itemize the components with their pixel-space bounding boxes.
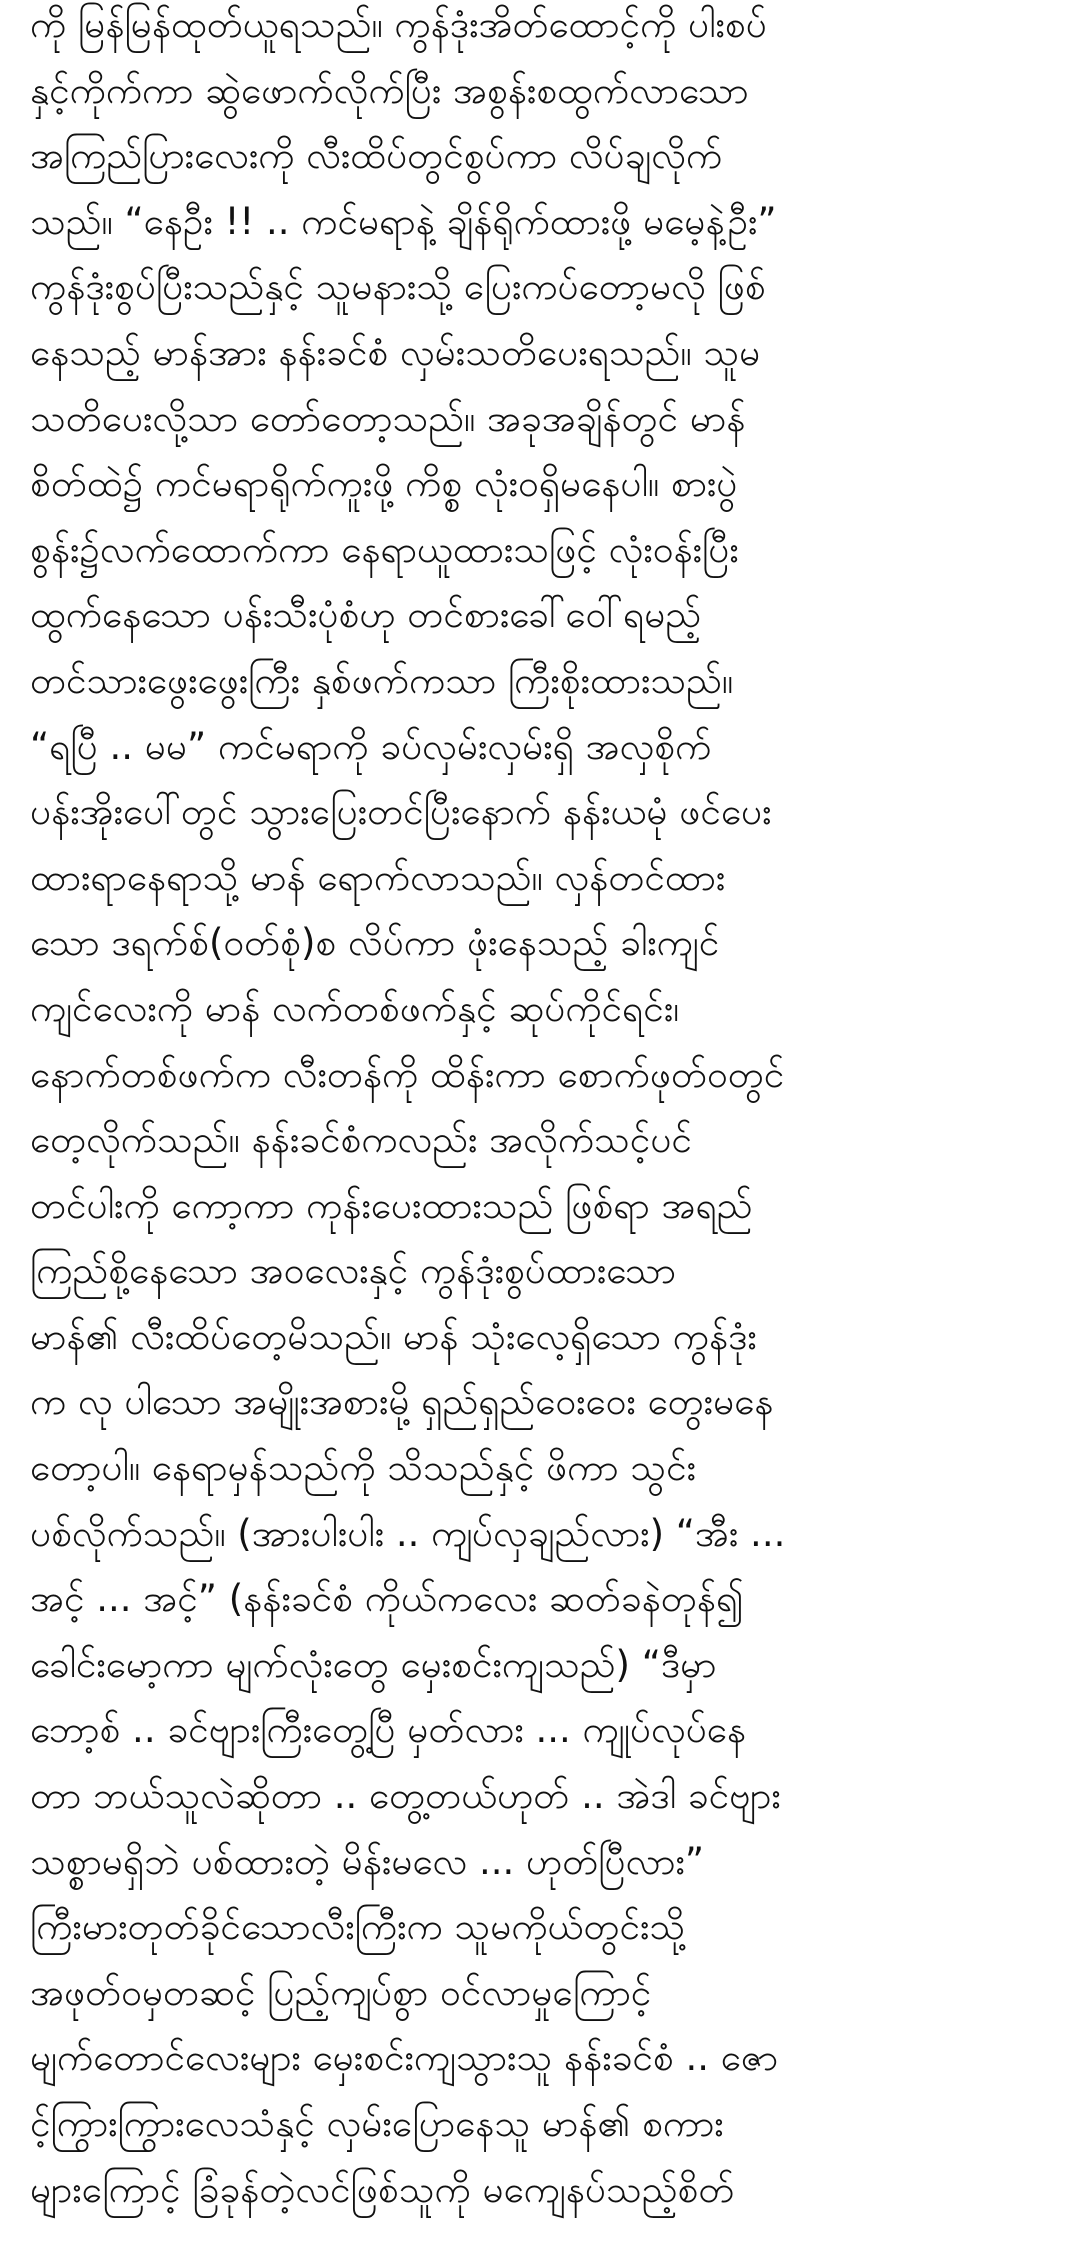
text-line: တင်သားဖွေးဖွေးကြီး နှစ်ဖက်ကသာ ကြီးစိုးထားသည်။ [30, 658, 734, 702]
text-line: ကို မြန်မြန်ထုတ်ယူရသည်။ ကွန်ဒုံးအိတ်ထောင့်ကို ပါးစပ် [30, 3, 767, 46]
text-line: ကြည်စို့နေသော အဝလေးနှင့် ကွန်ဒုံးစွပ်ထားသော [30, 1249, 676, 1293]
text-line: သတိပေးလို့သာ တော်တော့သည်။ အခုအချိန်တွင် မာန် [30, 396, 746, 440]
text-line: စိတ်ထဲ၌ ကင်မရာရိုက်ကူးဖို့ ကိစ္စ လုံးဝရှိမနေပါ။ စားပွဲ [30, 462, 738, 506]
text-line: မျက်တောင်လေးများ မှေးစင်းကျသွားသူ နန်းခင်စံ .. ဇော [30, 2036, 779, 2080]
text-line: တေ့လိုက်သည်။ နန်းခင်စံကလည်း အလိုက်သင့်ပင် [30, 1118, 692, 1162]
text-line: အကြည်ပြားလေးကို လီးထိပ်တွင်စွပ်ကာ လိပ်ချလိုက် [30, 134, 723, 178]
text-line: နောက်တစ်ဖက်က လီးတန်ကို ထိန်းကာ စောက်ဖုတ်ဝတွင် [30, 1052, 785, 1096]
text-line: ခေါင်းမော့ကာ မျက်လုံးတွေ မှေးစင်းကျသည်) “ဒီမှာ [30, 1642, 717, 1686]
text-line: များကြောင့် ခြံခုန်တဲ့လင်ဖြစ်သူကို မကျေနပ်သည့်စိတ် [30, 2167, 735, 2211]
text-line: မာန်၏ လီးထိပ်တေ့မိသည်။ မာန် သုံးလေ့ရှိသော ကွန်ဒုံး [30, 1314, 757, 1358]
text-line: က လု ပါသော အမျိုးအစားမို့ ရှည်ရှည်ဝေးဝေး တွေးမနေ [30, 1380, 774, 1424]
text-line: စွန်း၌လက်ထောက်ကာ နေရာယူထားသဖြင့် လုံးဝန်းပြီး [30, 527, 739, 571]
text-line: သော ဒရက်စ်(ဝတ်စုံ)စ လိပ်ကာ ဖုံးနေသည့် ခါးကျင် [30, 921, 720, 965]
text-line: ကွန်ဒုံးစွပ်ပြီးသည်နှင့် သူမနားသို့ ပြေးကပ်တော့မလို ဖြစ် [30, 265, 766, 309]
text-line: ကြီးမားတုတ်ခိုင်သောလီးကြီးက သူမကိုယ်တွင်းသို့ [30, 1905, 686, 1949]
text-line: “ရပြီ .. မမ” ကင်မရာကို ခပ်လှမ်းလှမ်းရှိ အလှစိုက် [30, 724, 712, 768]
text-line: ဘော့စ် .. ခင်ဗျားကြီးတွေ့ပြီ မှတ်လား ... ကျုပ်လုပ်နေ [30, 1708, 747, 1752]
text-line: ထားရာနေရာသို့ မာန် ရောက်လာသည်။ လှန်တင်ထား [30, 855, 726, 899]
text-line: ကျင်လေးကို မာန် လက်တစ်ဖက်နှင့် ဆုပ်ကိုင်ရင်း၊ [30, 986, 680, 1030]
article-text [30, 0, 1070, 2222]
text-line: သစ္စာမရှိဘဲ ပစ်ထားတဲ့ မိန်းမလေ ... ဟုတ်ပြီလား” [30, 1839, 705, 1883]
text-line: အင့် ... အင့်” (နန်းခင်စံ ကိုယ်ကလေး ဆတ်ခနဲတုန်၍ [30, 1577, 744, 1621]
text-line: နှင့်ကိုက်ကာ ဆွဲဖောက်လိုက်ပြီး အစွန်းစထွက်လာသော [30, 68, 749, 112]
text-line: သည်။ “နေဦး !! .. ကင်မရာနဲ့ ချိန်ရိုက်ထားဖို့ မမေ့နဲ့ဦး” [30, 199, 777, 243]
text-line: တာ ဘယ်သူလဲဆိုတာ .. တွေ့တယ်ဟုတ် .. အဲဒါ ခင်ဗျား [30, 1774, 781, 1818]
text-line: အဖုတ်ဝမှတဆင့် ပြည့်ကျပ်စွာ ဝင်လာမှုကြောင့် [30, 1970, 652, 2014]
text-line: တော့ပါ။ နေရာမှန်သည်ကို သိသည်နှင့် ဖိကာ သွင်း [30, 1446, 696, 1490]
text-line: င့်ကြွားကြွားလေသံနှင့် လှမ်းပြောနေသူ မာန်၏ စကား [30, 2102, 724, 2145]
text-line: ပစ်လိုက်သည်။ (အားပါးပါး .. ကျပ်လှချည်လား) “အီး ... [30, 1511, 786, 1555]
text-line: ပန်းအိုးပေါ်တွင် သွားပြေးတင်ပြီးနောက် နန်းယမုံ ဖင်ပေး [30, 790, 772, 834]
text-line: ထွက်နေသော ပန်းသီးပုံစံဟု တင်စားခေါ်ဝေါ်ရမည့် [30, 593, 702, 637]
text-line: နေသည့် မာန်အား နန်းခင်စံ လှမ်းသတိပေးရသည်။ သူမ [30, 330, 761, 374]
text-line: တင်ပါးကို ကော့ကာ ကုန်းပေးထားသည် ဖြစ်ရာ အရည် [30, 1183, 753, 1227]
